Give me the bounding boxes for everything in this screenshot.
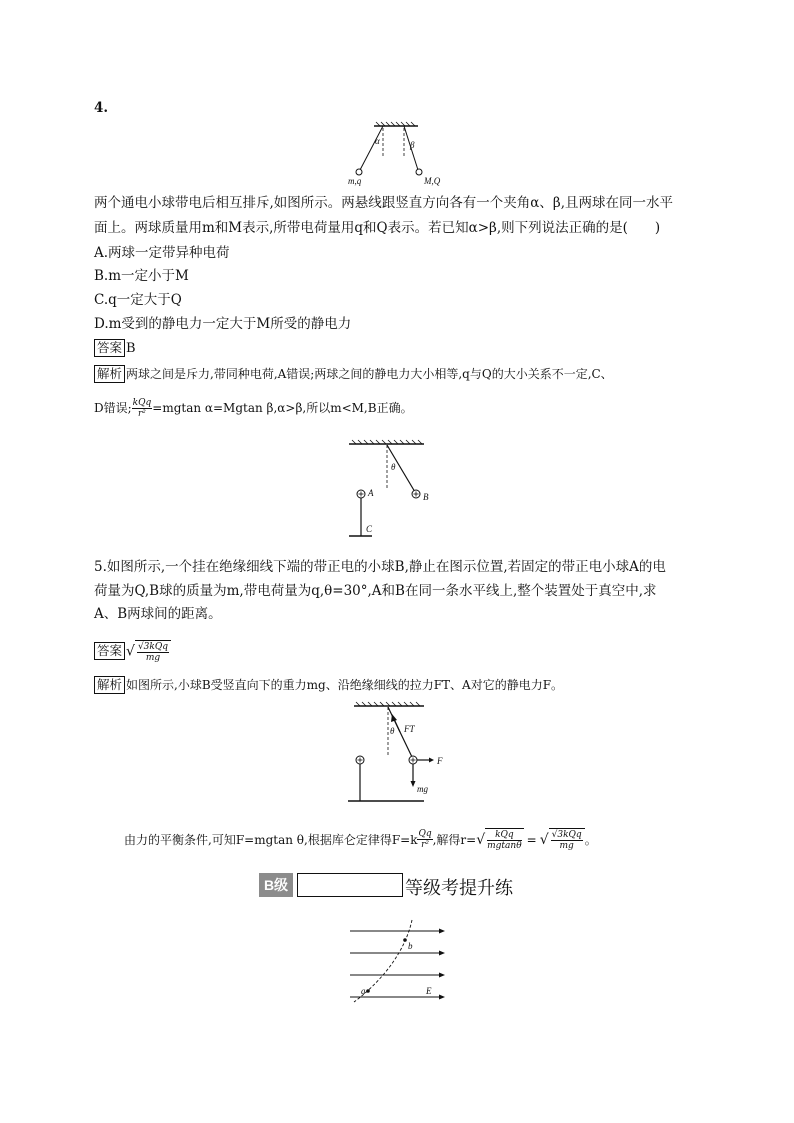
answer-tag: 答案 <box>94 339 125 357</box>
sqrt-expression-1: $\frac{\text{kQq}}{mgtan\theta}$ <box>487 830 522 851</box>
mg-label: mg <box>417 784 428 794</box>
analysis-tag: 解析 <box>94 365 125 383</box>
q4-answer <box>94 339 136 358</box>
q4-option-d: D.m受到的静电力一定大于M所受的静电力 <box>94 316 352 332</box>
theta-label: θ <box>391 462 396 472</box>
q4-option-b: B.m一定小于M <box>94 268 189 284</box>
question-number-4: 4. <box>94 100 109 116</box>
q5-stem-line3: A、B两球间的距离。 <box>94 606 222 622</box>
q5-figure <box>344 440 444 540</box>
coulomb-fraction: $\frac{\text{kQq}}{\text{r²}}$ <box>132 398 152 419</box>
q4-pendulum-figure <box>340 122 450 190</box>
analysis-part-b: ,解得r= <box>432 832 477 847</box>
sqrt-icon: √ <box>476 831 486 848</box>
a-label: A <box>368 488 374 498</box>
sqrt-expression-2: $\frac{\text{√3kQq}}{mg}$ <box>549 828 585 851</box>
alpha-label: α <box>375 136 380 146</box>
q4-analysis-line1 <box>94 365 613 383</box>
a-label: a <box>361 986 366 996</box>
point-a <box>366 989 370 993</box>
section-b-blank-box <box>297 873 403 897</box>
right-ball-label: M,Q <box>424 176 441 186</box>
coulomb-fraction: $\frac{Qq}{\text{r²}}$ <box>418 829 432 850</box>
q4-stem-line2: 面上。两球质量用m和M表示,所带电荷量用q和Q表示。若已知α>β,则下列说法正确的是( ) <box>94 220 661 236</box>
q5-analysis-line2 <box>124 828 597 851</box>
sqrt-icon: √ <box>539 831 549 848</box>
sqrt-icon: √ <box>126 643 135 660</box>
c-label: C <box>366 524 373 534</box>
q4-stem-line1: 两个通电小球带电后相互排斥,如图所示。两悬线跟竖直方向各有一个夹角α、β,且两球在同一水平 <box>94 195 674 211</box>
answer-value: B <box>126 341 136 356</box>
f-label: F <box>437 756 443 766</box>
q4-option-c: C.q一定大于Q <box>94 292 182 308</box>
left-ball-label: m,q <box>348 176 362 186</box>
equals-sign: = <box>526 832 537 847</box>
ft-label: FT <box>404 724 415 734</box>
answer-tag: 答案 <box>94 642 125 660</box>
q5-stem-line2: 荷量为Q,B球的质量为m,带电荷量为q,θ=30°,A和B在同一条水平线上,整个装置处于真空中,求 <box>94 583 657 599</box>
left-string <box>360 126 383 170</box>
right-ball <box>416 169 422 175</box>
section-b-badge: B级 <box>259 873 293 897</box>
beta-label: β <box>410 140 415 150</box>
q5-answer <box>94 640 171 663</box>
left-ball <box>356 169 362 175</box>
analysis-part-a: 由力的平衡条件,可知F=mgtan θ,根据库仑定律得F=k <box>124 832 418 847</box>
analysis-prefix: D错误; <box>94 401 132 415</box>
analysis-tag: 解析 <box>94 676 125 694</box>
electric-field-figure <box>346 918 450 1004</box>
q4-option-a: A.两球一定带异种电荷 <box>94 245 230 261</box>
point-b <box>403 938 407 942</box>
q5-force-diagram <box>344 702 454 807</box>
analysis-end: 。 <box>584 832 597 847</box>
analysis-text: 如图所示,小球B受竖直向下的重力mg、沿绝缘细线的拉力FT、A对它的静电力F。 <box>126 678 564 692</box>
e-label: E <box>426 986 432 996</box>
b-label: b <box>408 941 413 951</box>
theta-label: θ <box>390 726 395 736</box>
answer-sqrt: $\frac{\text{√3kQq}}{mg}$ <box>135 640 171 663</box>
q4-analysis-line2 <box>94 398 413 419</box>
field-arrowheads <box>439 929 445 1000</box>
analysis-suffix: =mgtan α=Mgtan β,α>β,所以m<M,B正确。 <box>152 401 413 415</box>
q5-stem-line1: 5.如图所示,一个挂在绝缘细线下端的带正电的小球B,静止在图示位置,若固定的带正电小球A的电 <box>94 559 666 575</box>
tension-arrow <box>394 719 400 732</box>
b-label: B <box>423 492 429 502</box>
analysis-text: 两球之间是斥力,带同种电荷,A错误;两球之间的静电力大小相等,q与Q的大小关系不一定,C、 <box>126 367 613 381</box>
q5-analysis-line1 <box>94 676 563 694</box>
section-b-title: 等级考提升练 <box>405 878 513 899</box>
